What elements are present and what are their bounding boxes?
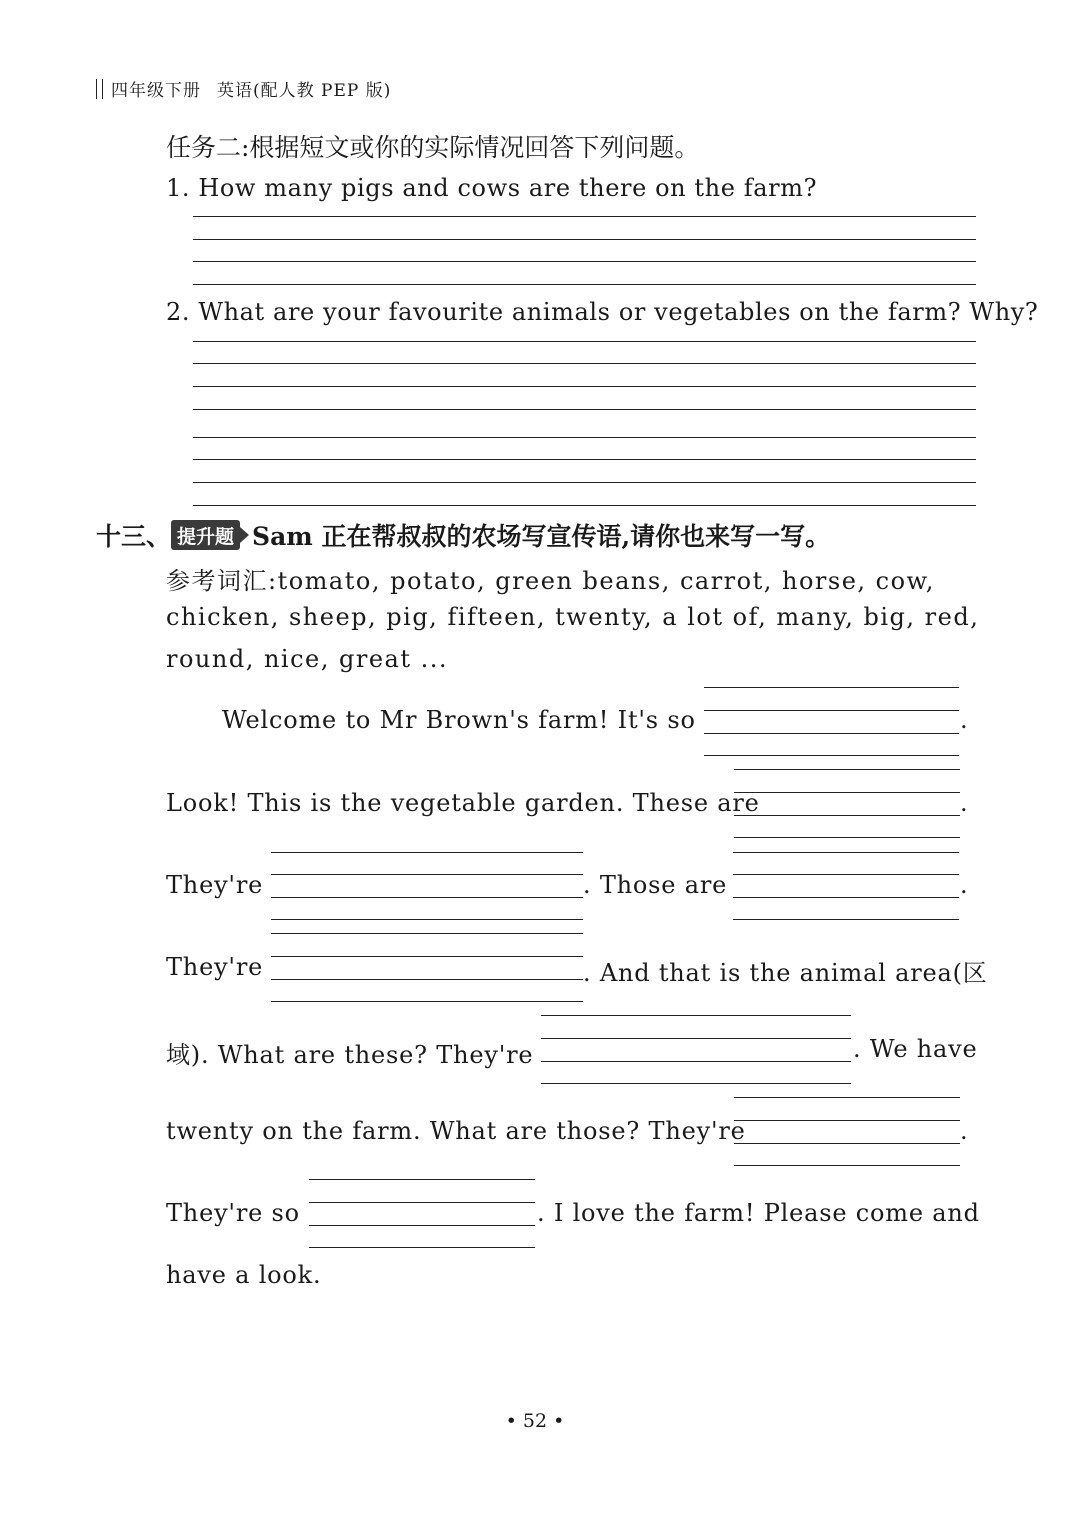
- blank-line[interactable]: [734, 792, 960, 793]
- answer-line[interactable]: [193, 284, 976, 285]
- vocab-line-1: 参考词汇:tomato, potato, green beans, carrot, horse, cow,: [166, 567, 935, 595]
- blank-line[interactable]: [271, 919, 583, 920]
- blank-line[interactable]: [271, 956, 583, 957]
- answer-line[interactable]: [193, 261, 976, 262]
- blank-line[interactable]: [309, 1225, 535, 1226]
- passage-line-7b: . I love the farm! Please come and: [537, 1199, 980, 1227]
- badge-advanced: 提升题: [171, 520, 240, 550]
- task2-title: 任务二:根据短文或你的实际情况回答下列问题。: [166, 133, 700, 162]
- passage-line-4b: . And that is the animal area(区: [583, 959, 988, 987]
- blank-line[interactable]: [541, 1015, 851, 1016]
- blank-line[interactable]: [704, 710, 959, 711]
- passage-line-8: have a look.: [166, 1261, 322, 1289]
- blank-line[interactable]: [309, 1179, 535, 1180]
- passage-line-1: Welcome to Mr Brown's farm! It's so: [222, 706, 696, 734]
- passage-line-5b: . We have: [853, 1035, 978, 1063]
- answer-line[interactable]: [193, 363, 976, 364]
- page-header: [96, 76, 391, 101]
- period: .: [960, 706, 969, 734]
- answer-line[interactable]: [193, 505, 976, 506]
- passage-line-6: twenty on the farm. What are those? They're: [166, 1117, 746, 1145]
- blank-line[interactable]: [734, 837, 960, 838]
- blank-line[interactable]: [734, 815, 960, 816]
- vocab-line-3: round, nice, great ...: [166, 645, 448, 673]
- blank-line[interactable]: [309, 1202, 535, 1203]
- blank-line[interactable]: [734, 1143, 960, 1144]
- answer-line[interactable]: [193, 341, 976, 342]
- blank-line[interactable]: [271, 874, 583, 875]
- blank-line[interactable]: [733, 919, 959, 920]
- blank-line[interactable]: [271, 933, 583, 934]
- passage-line-3a: They're: [166, 871, 264, 899]
- period: .: [960, 871, 969, 899]
- blank-line[interactable]: [733, 897, 959, 898]
- section13-instruction: Sam 正在帮叔叔的农场写宣传语,请你也来写一写。: [252, 522, 831, 551]
- answer-line[interactable]: [193, 409, 976, 410]
- period: .: [960, 1117, 969, 1145]
- blank-line[interactable]: [704, 687, 959, 688]
- passage-line-5a: 域). What are these? They're: [166, 1041, 534, 1069]
- question-1: 1. How many pigs and cows are there on the farm?: [166, 174, 818, 202]
- passage-line-2: Look! This is the vegetable garden. These are: [166, 789, 760, 817]
- vocab-line-2: chicken, sheep, pig, fifteen, twenty, a lot of, many, big, red,: [166, 603, 980, 631]
- blank-line[interactable]: [734, 769, 960, 770]
- blank-line[interactable]: [734, 1165, 960, 1166]
- answer-line[interactable]: [193, 459, 976, 460]
- blank-line[interactable]: [271, 852, 583, 853]
- answer-line[interactable]: [193, 482, 976, 483]
- header-bars: [96, 79, 103, 99]
- blank-line[interactable]: [271, 1001, 583, 1002]
- question-2: 2. What are your favourite animals or vegetables on the farm? Why?: [166, 298, 1039, 326]
- blank-line[interactable]: [309, 1247, 535, 1248]
- passage-line-7a: They're so: [166, 1199, 300, 1227]
- blank-line[interactable]: [734, 1120, 960, 1121]
- blank-line[interactable]: [271, 979, 583, 980]
- answer-line[interactable]: [193, 239, 976, 240]
- passage-line-3b: . Those are: [583, 871, 728, 899]
- blank-line[interactable]: [541, 1083, 851, 1084]
- blank-line[interactable]: [733, 874, 959, 875]
- blank-line[interactable]: [541, 1061, 851, 1062]
- answer-line[interactable]: [193, 386, 976, 387]
- header-grade: 四年级下册: [111, 81, 201, 101]
- blank-line[interactable]: [733, 852, 959, 853]
- blank-line[interactable]: [704, 733, 959, 734]
- blank-line[interactable]: [704, 755, 959, 756]
- answer-line[interactable]: [193, 437, 976, 438]
- header-subject: 英语(配人教 PEP 版): [217, 81, 392, 101]
- period: .: [960, 789, 969, 817]
- page-number: • 52 •: [505, 1410, 565, 1432]
- blank-line[interactable]: [734, 1097, 960, 1098]
- section13-number: 十三、: [96, 522, 172, 551]
- answer-line[interactable]: [193, 216, 976, 217]
- section13-heading: [96, 517, 830, 553]
- blank-line[interactable]: [271, 897, 583, 898]
- blank-line[interactable]: [541, 1038, 851, 1039]
- passage-line-4a: They're: [166, 953, 264, 981]
